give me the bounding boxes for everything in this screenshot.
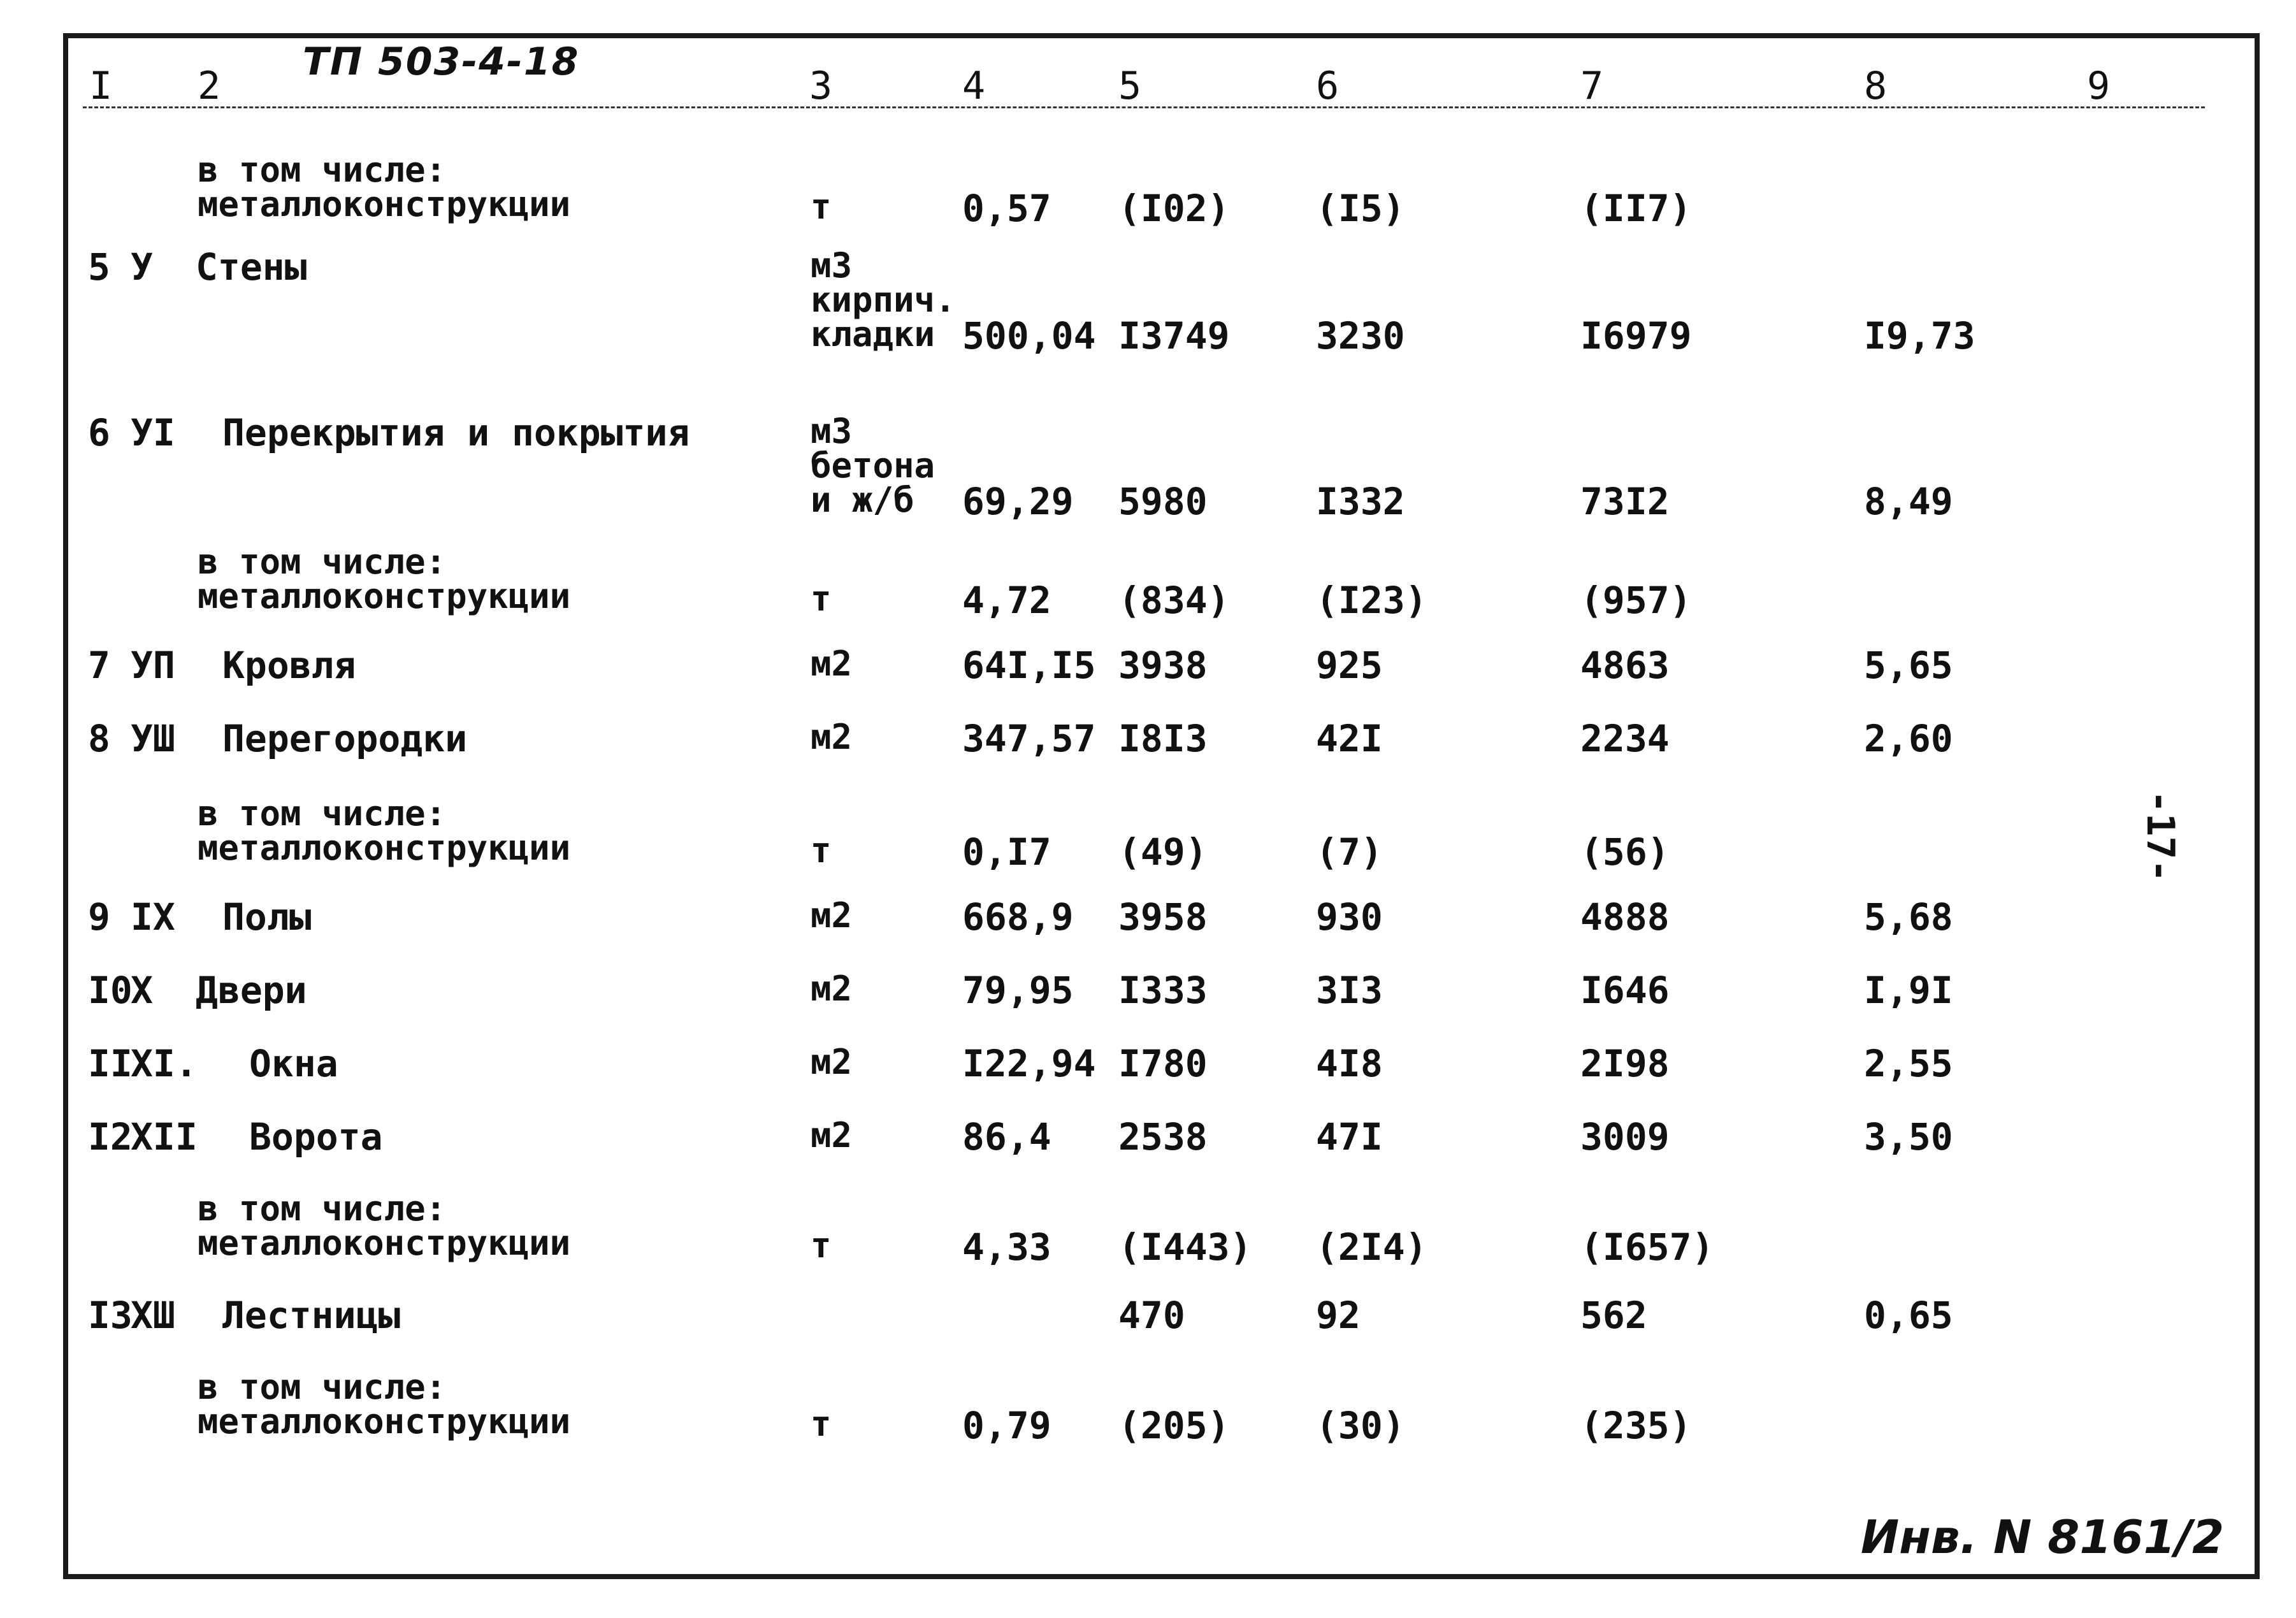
cell-c7: 3009 (1580, 1115, 1670, 1159)
cell-section: У (131, 245, 153, 289)
col-header-6: 6 (1316, 64, 1339, 108)
cell-unit: м2 (811, 644, 853, 684)
cell-c5: (834) (1118, 579, 1230, 622)
cell-c6: (30) (1316, 1404, 1405, 1447)
cell-c6: 930 (1316, 895, 1383, 939)
cell-c7: (56) (1580, 830, 1670, 874)
cell-section: X (131, 969, 153, 1012)
cell-c5: 2538 (1118, 1115, 1208, 1159)
cell-c7: 4888 (1580, 895, 1670, 939)
cell-unit: т (811, 1404, 832, 1444)
cell-c8: 5,68 (1864, 895, 1953, 939)
cell-c7: I6979 (1580, 314, 1692, 358)
cell-section: УI (131, 411, 175, 454)
cell-unit: м2 (811, 717, 853, 757)
cell-c6: 47I (1316, 1115, 1383, 1159)
cell-c8: 5,65 (1864, 644, 1953, 687)
cell-c7: (I657) (1580, 1225, 1714, 1269)
cell-section: УШ (131, 717, 175, 760)
cell-sub: в том числе: металлоконструкции (198, 542, 571, 616)
cell-c6: 3230 (1316, 314, 1405, 358)
cell-c4: 0,79 (962, 1404, 1051, 1447)
cell-c5: 3938 (1118, 644, 1208, 687)
inventory-note: Инв. N 8161/2 (1861, 1510, 2225, 1564)
cell-c7: (II7) (1580, 187, 1692, 230)
col-header-8: 8 (1864, 64, 1888, 108)
cell-c5: I8I3 (1118, 717, 1208, 760)
cell-section: XII (131, 1115, 198, 1159)
cell-c8: I9,73 (1864, 314, 1975, 358)
cell-name: Кровля (222, 644, 356, 687)
cell-name: Полы (222, 895, 312, 939)
cell-c5: (205) (1118, 1404, 1230, 1447)
cell-unit: м2 (811, 969, 853, 1009)
cell-c6: 42I (1316, 717, 1383, 760)
cell-unit: м3 кирпич. кладки (811, 245, 956, 354)
cell-num: I0 (88, 969, 133, 1012)
cell-c4: 79,95 (962, 969, 1074, 1012)
cell-unit: т (811, 1225, 832, 1266)
cell-num: I2 (88, 1115, 133, 1159)
cell-sub: в том числе: металлоконструкции (198, 150, 571, 224)
cell-unit: м2 (811, 895, 853, 935)
cell-c5: 470 (1118, 1294, 1185, 1337)
cell-c7: (957) (1580, 579, 1692, 622)
cell-c7: 4863 (1580, 644, 1670, 687)
cell-c5: I333 (1118, 969, 1208, 1012)
cell-name: Перегородки (222, 717, 468, 760)
cell-num: II (88, 1042, 133, 1085)
cell-c8: 8,49 (1864, 480, 1953, 523)
col-header-2: 2 (198, 64, 221, 108)
cell-name: Лестницы (222, 1294, 401, 1337)
cell-c6: 925 (1316, 644, 1383, 687)
cell-unit: м2 (811, 1115, 853, 1155)
col-header-3: 3 (809, 64, 833, 108)
cell-c6: (7) (1316, 830, 1383, 874)
cell-unit: т (811, 830, 832, 870)
cell-c5: 3958 (1118, 895, 1208, 939)
cell-c6: (I5) (1316, 187, 1405, 230)
cell-c8: 2,60 (1864, 717, 1953, 760)
header-rule (83, 106, 2205, 108)
cell-c6: 3I3 (1316, 969, 1383, 1012)
cell-unit: м2 (811, 1042, 853, 1082)
cell-c4: 0,I7 (962, 830, 1051, 874)
cell-c7: 2I98 (1580, 1042, 1670, 1085)
cell-c4: 4,33 (962, 1225, 1051, 1269)
cell-sub: в том числе: металлоконструкции (198, 1188, 571, 1263)
cell-c8: 2,55 (1864, 1042, 1953, 1085)
cell-c4: 500,04 (962, 314, 1096, 358)
cell-c6: 4I8 (1316, 1042, 1383, 1085)
page-marker: -17- (2138, 790, 2183, 883)
cell-c8: 3,50 (1864, 1115, 1953, 1159)
cell-c5: I780 (1118, 1042, 1208, 1085)
document-code: ТП 503-4-18 (303, 40, 580, 84)
cell-name: Перекрытия и покрытия (222, 411, 690, 454)
cell-c4: 668,9 (962, 895, 1074, 939)
cell-c5: (I02) (1118, 187, 1230, 230)
cell-c8: 0,65 (1864, 1294, 1953, 1337)
cell-name: Стены (196, 245, 307, 289)
cell-num: I3 (88, 1294, 133, 1337)
cell-c8: I,9I (1864, 969, 1953, 1012)
cell-unit: м3 бетона и ж/б (811, 411, 935, 520)
cell-c7: 73I2 (1580, 480, 1670, 523)
cell-c4: I22,94 (962, 1042, 1096, 1085)
cell-sub: в том числе: металлоконструкции (198, 793, 571, 868)
cell-section: IX (131, 895, 175, 939)
col-header-7: 7 (1580, 64, 1604, 108)
cell-name: Окна (249, 1042, 338, 1085)
cell-c6: 92 (1316, 1294, 1361, 1337)
cell-c7: (235) (1580, 1404, 1692, 1447)
cell-section: УП (131, 644, 175, 687)
cell-c6: (I23) (1316, 579, 1427, 622)
cell-c4: 69,29 (962, 480, 1074, 523)
cell-c4: 4,72 (962, 579, 1051, 622)
cell-c5: (49) (1118, 830, 1208, 874)
cell-c6: (2I4) (1316, 1225, 1427, 1269)
cell-unit: т (811, 579, 832, 619)
col-header-1: I (89, 64, 113, 108)
cell-num: 8 (88, 717, 110, 760)
cell-num: 6 (88, 411, 110, 454)
cell-c5: (I443) (1118, 1225, 1252, 1269)
cell-name: Двери (196, 969, 307, 1012)
cell-num: 7 (88, 644, 110, 687)
col-header-9: 9 (2087, 64, 2111, 108)
cell-section: XШ (131, 1294, 175, 1337)
cell-name: Ворота (249, 1115, 383, 1159)
cell-c7: 562 (1580, 1294, 1647, 1337)
cell-c5: I3749 (1118, 314, 1230, 358)
cell-num: 9 (88, 895, 110, 939)
cell-c4: 86,4 (962, 1115, 1051, 1159)
cell-c5: 5980 (1118, 480, 1208, 523)
cell-c4: 347,57 (962, 717, 1096, 760)
cell-c4: 64I,I5 (962, 644, 1096, 687)
cell-num: 5 (88, 245, 110, 289)
cell-section: XI. (131, 1042, 198, 1085)
cell-c7: I646 (1580, 969, 1670, 1012)
cell-sub: в том числе: металлоконструкции (198, 1367, 571, 1441)
col-header-5: 5 (1118, 64, 1142, 108)
cell-c6: I332 (1316, 480, 1405, 523)
col-header-4: 4 (962, 64, 986, 108)
cell-unit: т (811, 187, 832, 227)
cell-c4: 0,57 (962, 187, 1051, 230)
cell-c7: 2234 (1580, 717, 1670, 760)
